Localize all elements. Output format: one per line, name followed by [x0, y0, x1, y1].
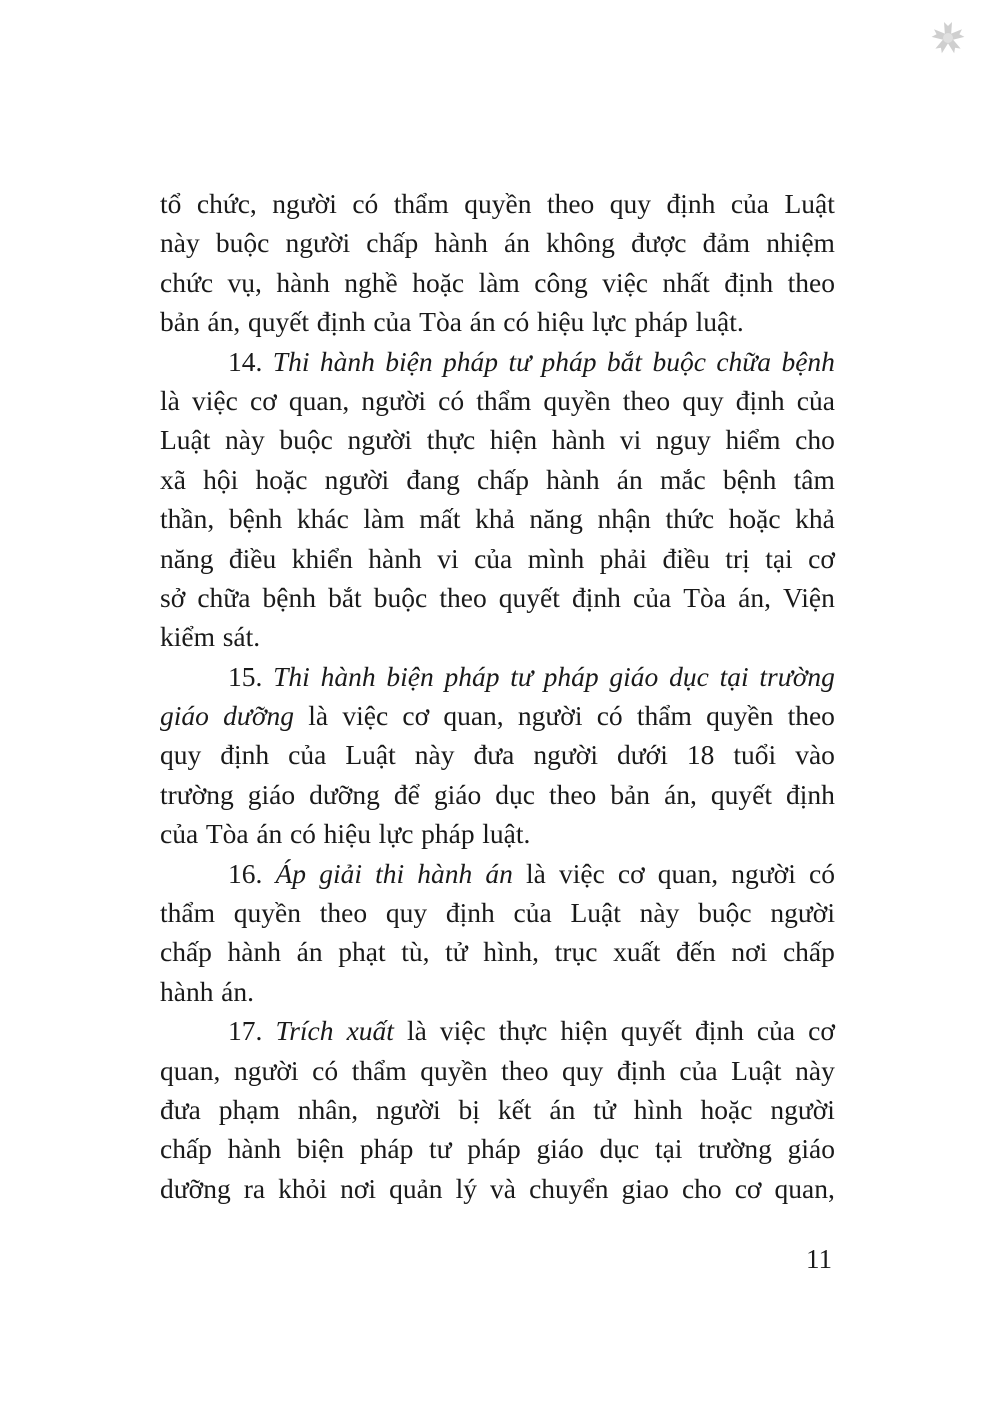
word: quyết — [710, 778, 773, 810]
word: năng — [160, 542, 214, 574]
word: án — [485, 857, 513, 889]
word: hành — [227, 936, 282, 968]
word: là — [308, 700, 329, 732]
word: định — [220, 739, 270, 771]
text-line — [160, 657, 835, 696]
word: tại — [654, 1133, 683, 1165]
word: xuất — [346, 1015, 394, 1047]
word: 17. — [228, 1015, 263, 1047]
word: giáo — [536, 1133, 584, 1165]
word: án. — [221, 975, 254, 1007]
word: án — [469, 306, 496, 338]
word: hội — [203, 463, 239, 495]
word: dưỡng — [160, 1172, 231, 1204]
word: theo — [546, 188, 595, 219]
word: Trích — [275, 1015, 334, 1047]
word: quyền — [233, 897, 301, 929]
word: 14. — [228, 345, 263, 377]
word: đến — [676, 936, 716, 968]
word: hành — [319, 345, 375, 377]
word: biện — [385, 345, 433, 377]
word: buộc — [215, 227, 270, 259]
word: Luật — [160, 424, 211, 456]
word: cơ — [808, 542, 835, 574]
word: không — [546, 227, 615, 259]
word: pháp — [543, 660, 599, 692]
word: sát. — [222, 621, 261, 653]
word: Luật — [731, 1054, 782, 1086]
word: là — [160, 384, 180, 416]
text-line — [160, 854, 835, 893]
word: thực — [426, 424, 476, 456]
word: bệnh — [781, 345, 835, 377]
word: người — [376, 1093, 441, 1125]
word: người — [533, 739, 598, 771]
word: cơ — [402, 700, 430, 732]
word: chấp — [782, 936, 835, 968]
word: thẩm — [160, 897, 215, 929]
word: dục — [495, 778, 535, 810]
word: hành — [417, 857, 473, 889]
word: khiển — [291, 542, 353, 574]
text-line — [160, 342, 835, 381]
word: bị — [458, 1093, 480, 1125]
word: điều — [228, 542, 277, 574]
text-line — [160, 1169, 835, 1208]
word: này — [414, 739, 455, 771]
text-line — [160, 381, 835, 420]
word: hành — [160, 975, 214, 1007]
text-line — [160, 578, 835, 617]
word: định — [786, 778, 835, 810]
word: luật. — [482, 818, 531, 850]
word: thực — [498, 1015, 548, 1047]
word: án — [256, 818, 283, 850]
word: buộc — [698, 897, 752, 929]
word: mắc — [659, 463, 706, 495]
word: của — [632, 581, 672, 613]
word: tại — [719, 660, 749, 692]
word: người — [770, 897, 835, 929]
word: giải — [319, 857, 362, 889]
word: theo — [319, 897, 368, 929]
word: nghề — [344, 266, 398, 298]
word: hành — [546, 463, 600, 495]
word: pháp — [541, 345, 597, 377]
text-line — [160, 302, 835, 341]
word: thẩm — [393, 188, 449, 219]
word: đưa — [473, 739, 515, 771]
word: hành — [276, 266, 330, 298]
word: và — [490, 1172, 517, 1204]
word: quan, — [774, 1172, 835, 1204]
word: có — [596, 700, 623, 732]
word: bản — [610, 778, 651, 810]
word: chấp — [477, 463, 529, 495]
word: chấp — [160, 936, 212, 968]
word: năng — [529, 503, 583, 535]
text-line — [160, 775, 835, 814]
text-line — [160, 735, 835, 774]
word: người — [361, 384, 426, 416]
word: để — [393, 778, 420, 810]
word: công — [534, 266, 588, 298]
word: người — [731, 857, 796, 889]
word: chữa — [716, 345, 772, 377]
text-line — [160, 1090, 835, 1129]
word: tư — [508, 345, 532, 377]
text-line — [160, 223, 835, 262]
word: Tòa — [683, 581, 727, 613]
word: tử — [445, 936, 468, 968]
word: pháp — [467, 1133, 521, 1165]
word: ra — [243, 1172, 266, 1204]
word: phạt — [338, 936, 386, 968]
word: quan, — [288, 384, 350, 416]
word: trường — [160, 778, 234, 810]
word: hành — [368, 542, 422, 574]
word: hiện — [560, 1015, 608, 1047]
word: hành — [227, 1133, 282, 1165]
word: xã — [160, 463, 186, 495]
word: giáo — [160, 700, 209, 732]
text-line — [160, 539, 835, 578]
word: làm — [478, 266, 520, 298]
word: của — [679, 1054, 718, 1086]
text-line — [160, 1051, 835, 1090]
word: thẩm — [351, 1054, 407, 1086]
text-line — [160, 814, 835, 853]
word: hiểm — [725, 424, 781, 456]
word: hiệu — [323, 818, 371, 850]
word: này — [639, 897, 680, 929]
word: hành — [320, 660, 376, 692]
word: này — [795, 1054, 835, 1086]
word: hoặc — [728, 503, 781, 535]
word: nhân, — [297, 1093, 359, 1125]
word: theo — [622, 384, 671, 416]
word: của — [288, 739, 327, 771]
word: Tòa — [419, 306, 462, 338]
word: việc — [342, 700, 389, 732]
word: thẩm — [636, 700, 692, 732]
word: theo — [439, 581, 487, 613]
word: định — [445, 897, 495, 929]
word: mình — [527, 542, 585, 574]
word: tại — [765, 542, 793, 574]
word: buộc — [652, 345, 706, 377]
word: theo — [501, 1054, 549, 1086]
word: vào — [795, 739, 835, 771]
word: án — [504, 227, 530, 259]
word: dục — [669, 660, 709, 692]
text-line — [160, 184, 835, 223]
word: quản — [389, 1172, 443, 1204]
word: này — [160, 227, 200, 259]
text-line — [160, 932, 835, 971]
word: nhiệm — [766, 227, 835, 259]
word: điều — [662, 542, 710, 574]
word: quyền — [464, 188, 532, 219]
word: quan, — [160, 1054, 221, 1086]
word: việc — [558, 857, 605, 889]
word: Áp — [275, 857, 307, 889]
word: bệnh — [262, 581, 316, 613]
word: kiểm — [160, 621, 215, 653]
word: lý — [455, 1172, 477, 1204]
word: thi — [375, 857, 405, 889]
word: mất — [419, 503, 461, 535]
word: pháp — [359, 1133, 414, 1165]
word: quyền — [543, 384, 611, 416]
word: này — [225, 424, 265, 456]
word: buộc — [279, 424, 333, 456]
word: 15. — [228, 660, 263, 692]
word: vụ, — [227, 266, 262, 298]
word: án — [296, 936, 323, 968]
word: hình — [633, 1093, 683, 1125]
word: tổ — [160, 188, 182, 219]
word: dục — [599, 1133, 640, 1165]
text-line — [160, 263, 835, 302]
text-line — [160, 893, 835, 932]
word: dưỡng — [309, 778, 380, 810]
word: cho — [795, 424, 835, 456]
word: quy — [562, 1054, 604, 1086]
word: định — [735, 384, 785, 416]
word: buộc — [373, 581, 428, 613]
word: tâm — [793, 463, 835, 495]
word: vi — [437, 542, 459, 574]
word: khả — [475, 503, 515, 535]
body-text — [160, 184, 835, 1208]
word: án, — [664, 778, 697, 810]
word: quan, — [657, 857, 719, 889]
word: bệnh — [722, 463, 777, 495]
word: theo — [787, 700, 835, 732]
word: chấp — [160, 1133, 212, 1165]
word: của — [373, 306, 412, 338]
word: tư — [429, 1133, 452, 1165]
word: tù, — [401, 936, 430, 968]
word: chuyển — [529, 1172, 609, 1204]
word: có — [352, 188, 379, 219]
word: Luật — [784, 188, 835, 219]
word: thức — [665, 503, 715, 535]
word: phải — [599, 542, 648, 574]
word: của — [756, 1015, 796, 1047]
text-line — [160, 696, 835, 735]
word: nguy — [655, 424, 711, 456]
text-line — [160, 420, 835, 459]
word: giáo — [787, 1133, 835, 1165]
word: quyền — [420, 1054, 488, 1086]
word: nơi — [731, 936, 768, 968]
word: nhận — [597, 503, 651, 535]
word: quan, — [443, 700, 504, 732]
word: 18 — [686, 739, 715, 771]
word: luật. — [695, 306, 744, 338]
word: định — [666, 188, 716, 219]
word: có — [289, 818, 316, 850]
text-line — [160, 1129, 835, 1168]
word: giáo — [609, 660, 659, 692]
word: án, — [207, 306, 241, 338]
word: dưới — [617, 739, 668, 771]
page-number: 11 — [806, 1244, 832, 1274]
word: quyết — [247, 306, 310, 338]
word: đảm — [702, 227, 751, 259]
word: nhất — [662, 266, 710, 298]
word: giáo — [433, 778, 482, 810]
word: hoặc — [412, 266, 465, 298]
word: của — [474, 542, 513, 574]
text-line — [160, 499, 835, 538]
word: trục — [554, 936, 598, 968]
text-line — [160, 1011, 835, 1050]
word: biện — [296, 1133, 345, 1165]
word: được — [631, 227, 687, 259]
word: người — [285, 227, 351, 259]
word: là — [526, 857, 546, 889]
word: trường — [759, 660, 835, 692]
word: Luật — [345, 739, 396, 771]
text-line — [160, 972, 835, 1011]
text-line — [160, 617, 835, 656]
word: chức — [160, 266, 214, 298]
word: theo — [787, 266, 835, 298]
word: định — [694, 1015, 744, 1047]
word: định — [316, 306, 366, 338]
word: việc — [602, 266, 649, 298]
word: người — [517, 700, 583, 732]
word: định — [616, 1054, 666, 1086]
word: định — [572, 581, 621, 613]
word: pháp — [443, 345, 499, 377]
word: chức, — [196, 188, 257, 219]
word: cơ — [808, 1015, 835, 1047]
word: Thi — [273, 660, 310, 692]
word: pháp — [634, 306, 688, 338]
word: thẩm — [476, 384, 532, 416]
word: kết — [497, 1093, 532, 1125]
word: giao — [621, 1172, 669, 1204]
word: biện — [386, 660, 434, 692]
word: hoặc — [255, 463, 308, 495]
word: khác — [296, 503, 349, 535]
word: theo — [548, 778, 597, 810]
word: hình, — [483, 936, 540, 968]
word: của — [796, 384, 835, 416]
word: tử — [593, 1093, 616, 1125]
word: khả — [795, 503, 835, 535]
word: làm — [363, 503, 405, 535]
word: quy — [609, 188, 652, 219]
word: tư — [510, 660, 533, 692]
word: pháp — [444, 660, 500, 692]
word: việc — [192, 384, 238, 416]
word: 16. — [228, 857, 263, 889]
word: người — [770, 1093, 835, 1125]
text-line — [160, 460, 835, 499]
word: thần, — [160, 503, 215, 535]
word: có — [312, 1054, 339, 1086]
word: tuổi — [733, 739, 777, 771]
word: hiệu — [536, 306, 585, 338]
word: của — [730, 188, 770, 219]
word: pháp — [421, 818, 475, 850]
word: cho — [681, 1172, 722, 1204]
word: vi — [619, 424, 642, 456]
word: quy — [160, 739, 202, 771]
word: có — [503, 306, 530, 338]
word: của — [513, 897, 552, 929]
word: xuất — [613, 936, 661, 968]
word: chữa — [197, 581, 251, 613]
word: bản — [160, 306, 200, 338]
word: bệnh — [228, 503, 283, 535]
word: người — [233, 1054, 299, 1086]
word: là — [407, 1015, 427, 1047]
word: người — [272, 188, 337, 219]
word: trị — [725, 542, 750, 574]
word: lực — [591, 306, 627, 338]
word: cơ — [734, 1172, 762, 1204]
word: giáo — [247, 778, 296, 810]
word: chấp — [366, 227, 419, 259]
word: bắt — [606, 345, 643, 377]
word: đang — [406, 463, 460, 495]
word: khỏi — [278, 1172, 328, 1204]
lotus-flower-icon — [928, 18, 968, 58]
word: quy — [385, 897, 428, 929]
word: việc — [439, 1015, 486, 1047]
word: quyết — [498, 581, 560, 613]
word: cơ — [249, 384, 277, 416]
word: người — [324, 463, 390, 495]
word: án — [549, 1093, 576, 1125]
word: nơi — [340, 1172, 377, 1204]
word: có — [438, 384, 465, 416]
word: cơ — [617, 857, 645, 889]
word: có — [808, 857, 835, 889]
word: lực — [378, 818, 414, 850]
word: định — [724, 266, 774, 298]
word: phạm — [218, 1093, 280, 1125]
word: Tòa — [205, 818, 249, 850]
word: người — [347, 424, 413, 456]
word: hoặc — [700, 1093, 753, 1125]
word: Thi — [272, 345, 310, 377]
word: trường — [698, 1133, 772, 1165]
word: hành — [434, 227, 488, 259]
word: quy — [682, 384, 724, 416]
word: quyết — [620, 1015, 682, 1047]
word: án — [616, 463, 643, 495]
word: bắt — [328, 581, 362, 613]
word: dưỡng — [223, 700, 295, 732]
word: hiện — [489, 424, 538, 456]
word: sở — [160, 581, 186, 613]
word: hành — [551, 424, 606, 456]
word: quyền — [706, 700, 774, 732]
word: Viện — [783, 581, 835, 613]
word: đưa — [160, 1093, 201, 1125]
word: án, — [738, 581, 771, 613]
word: Luật — [570, 897, 621, 929]
word: của — [160, 818, 199, 850]
